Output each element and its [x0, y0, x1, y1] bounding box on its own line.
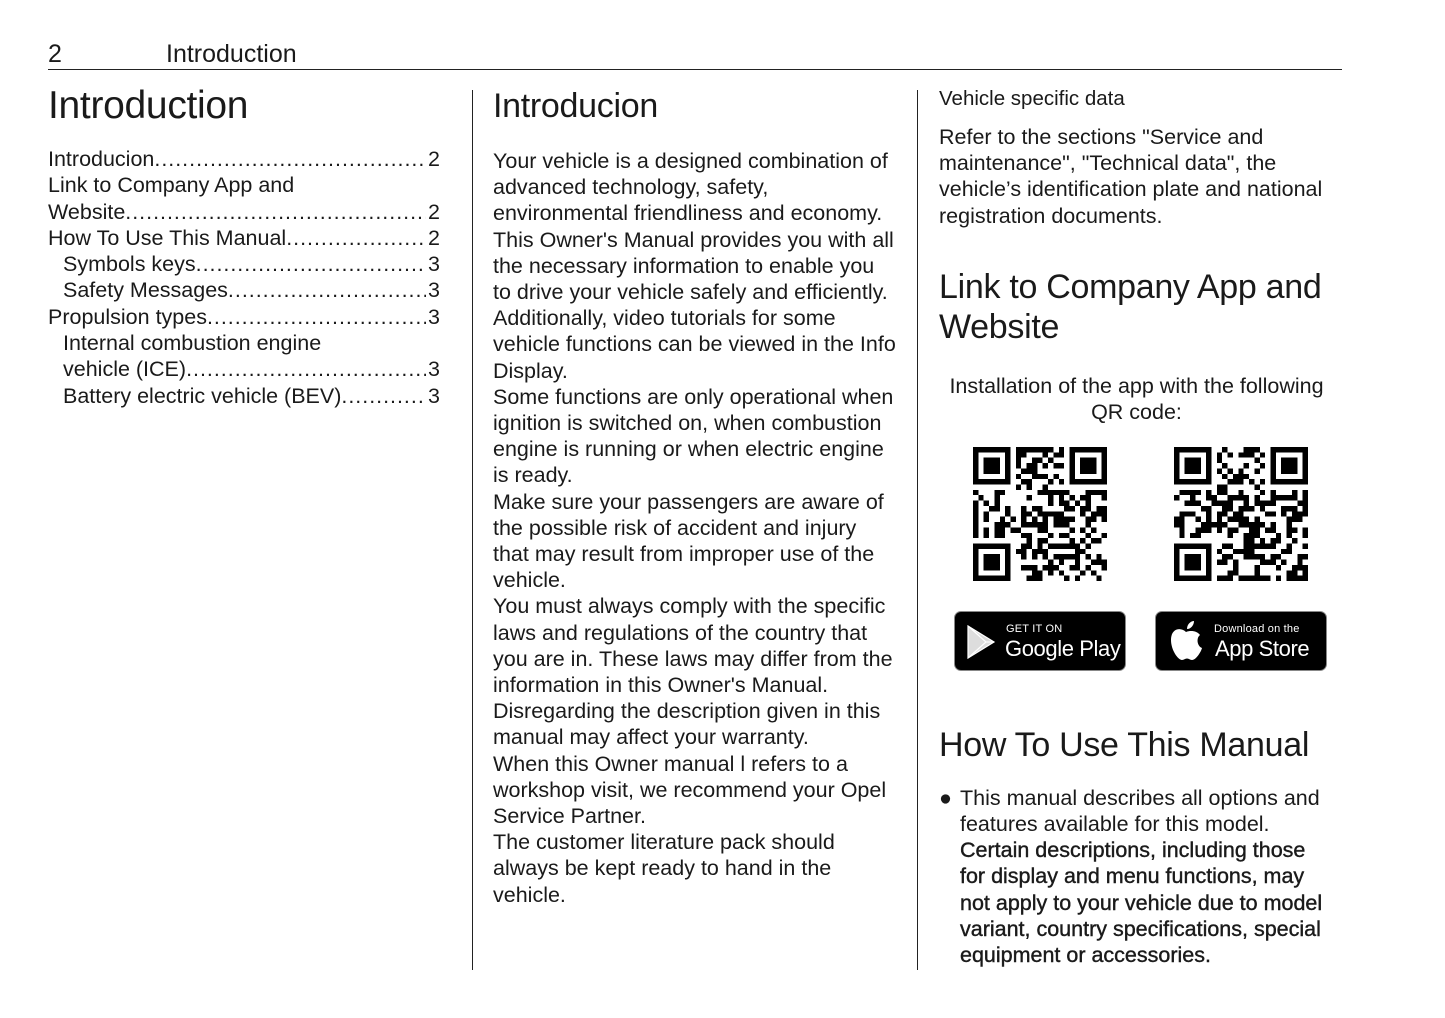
- toc-entry-page: 2: [428, 199, 440, 224]
- google-play-badge[interactable]: [954, 611, 1126, 671]
- bullet-note-text: Certain descriptions, including those for display and menu functions, may not apply to your vehicle due to model variant, country specifications, special equipment or accessories.: [960, 838, 1323, 968]
- toc-entry-page: 3: [428, 252, 440, 277]
- badge-store-name: Google Play: [1005, 635, 1121, 661]
- toc-entry[interactable]: [48, 304, 440, 330]
- toc-entry[interactable]: [48, 172, 440, 198]
- toc-entry-page: 3: [428, 357, 440, 382]
- page-number: 2: [48, 40, 62, 68]
- paragraph: The customer literature pack should always be kept ready to hand in the vehicle.: [493, 830, 835, 907]
- toc-leader: [286, 225, 426, 251]
- toc-entry-label: Link to Company App and: [48, 173, 295, 198]
- toc-entry-label: vehicle (ICE): [63, 357, 187, 382]
- paragraph: When this Owner manual l refers to a workshop visit, we recommend your Opel Service Partner.: [493, 751, 887, 829]
- table-of-contents: [48, 146, 440, 409]
- column-divider: [917, 90, 918, 970]
- toc-entry-label: Symbols keys: [63, 252, 196, 277]
- paragraph: Additionally, video tutorials for some vehicle functions can be viewed in the Info Display.: [493, 306, 896, 383]
- paragraph: Some functions are only operational when ignition is switched on, when combustion engine is running or when electric engine is ready.: [493, 384, 894, 488]
- toc-leader: [196, 251, 426, 277]
- bullet-dot-icon: ●: [939, 785, 952, 810]
- qr-code-icon[interactable]: [973, 447, 1107, 581]
- toc-leader: [186, 356, 426, 382]
- running-header: [48, 38, 1342, 70]
- right-column: [939, 86, 1334, 968]
- toc-entry-page: 2: [428, 225, 440, 250]
- toc-entry[interactable]: [48, 383, 440, 409]
- paragraph: You must always comply with the specific laws and regulations of the country that you are in. These laws may differ from the information in this Owner's Manual.: [493, 594, 893, 698]
- toc-leader: [228, 277, 426, 303]
- running-section-title: Introduction: [166, 40, 297, 68]
- toc-entry-label: Propulsion types: [48, 304, 207, 329]
- toc-entry-label: Introducion: [48, 147, 155, 171]
- paragraph: Your vehicle is a designed combination of advanced technology, safety, environmental friendliness and economy.: [493, 149, 888, 226]
- introducion-body: [493, 148, 898, 908]
- toc-entry[interactable]: [48, 225, 440, 251]
- store-badges: [939, 611, 1334, 675]
- app-store-badge[interactable]: [1155, 611, 1327, 671]
- toc-entry[interactable]: [48, 330, 440, 356]
- bullet-item: [939, 785, 1334, 968]
- toc-entry[interactable]: [48, 146, 440, 172]
- install-instructions: Installation of the app with the following QR code:: [949, 373, 1324, 424]
- badge-small-text: Download on the: [1214, 622, 1300, 635]
- toc-entry-page: 2: [428, 147, 440, 171]
- toc-entry-label: Internal combustion engine: [63, 331, 322, 356]
- toc-entry[interactable]: [48, 199, 440, 225]
- toc-entry-page: 3: [428, 383, 440, 408]
- column-divider: [472, 90, 473, 970]
- section-heading-how-to: How To Use This Manual: [939, 725, 1310, 764]
- toc-entry-label: Battery electric vehicle (BEV): [63, 383, 342, 408]
- chapter-title: Introduction: [48, 84, 249, 127]
- toc-entry-label: How To Use This Manual: [48, 225, 287, 250]
- toc-leader: [341, 383, 426, 409]
- introducion-column: [493, 86, 898, 908]
- toc-leader: [154, 146, 426, 172]
- toc-entry-label: Safety Messages: [63, 278, 228, 303]
- paragraph: Disregarding the description given in this manual may affect your warranty.: [493, 699, 881, 750]
- toc-leader: [207, 304, 426, 330]
- toc-entry-page: 3: [428, 304, 440, 329]
- section-heading-link-app: Link to Company App and Website: [939, 267, 1322, 346]
- bullet-text: This manual describes all options and features available for this model.: [960, 785, 1320, 837]
- qr-codes: [939, 447, 1334, 587]
- toc-entry-label: Website: [48, 199, 126, 224]
- vehicle-data-text: Refer to the sections "Service and maintenance", "Technical data", the vehicle’s identification plate and national registration documents.: [939, 125, 1323, 228]
- qr-code-icon[interactable]: [1174, 447, 1308, 581]
- badge-store-name: App Store: [1215, 635, 1310, 661]
- toc-entry[interactable]: [48, 251, 440, 277]
- paragraph: Make sure your passengers are aware of the possible risk of accident and injury that may result from improper use of the vehicle.: [493, 489, 884, 593]
- toc-entry[interactable]: [48, 356, 440, 382]
- google-play-icon: [966, 625, 996, 659]
- apple-icon: [1166, 618, 1206, 664]
- paragraph: This Owner's Manual provides you with all the necessary information to enable you to drive your vehicle safely and efficiently.: [493, 227, 894, 305]
- badge-small-text: GET IT ON: [1006, 622, 1063, 635]
- section-heading-introducion: Introducion: [493, 87, 658, 125]
- toc-entry[interactable]: [48, 277, 440, 303]
- toc-leader: [125, 199, 426, 225]
- vehicle-data-subheading: Vehicle specific data: [939, 87, 1125, 110]
- toc-column: [48, 86, 440, 409]
- toc-entry-page: 3: [428, 278, 440, 303]
